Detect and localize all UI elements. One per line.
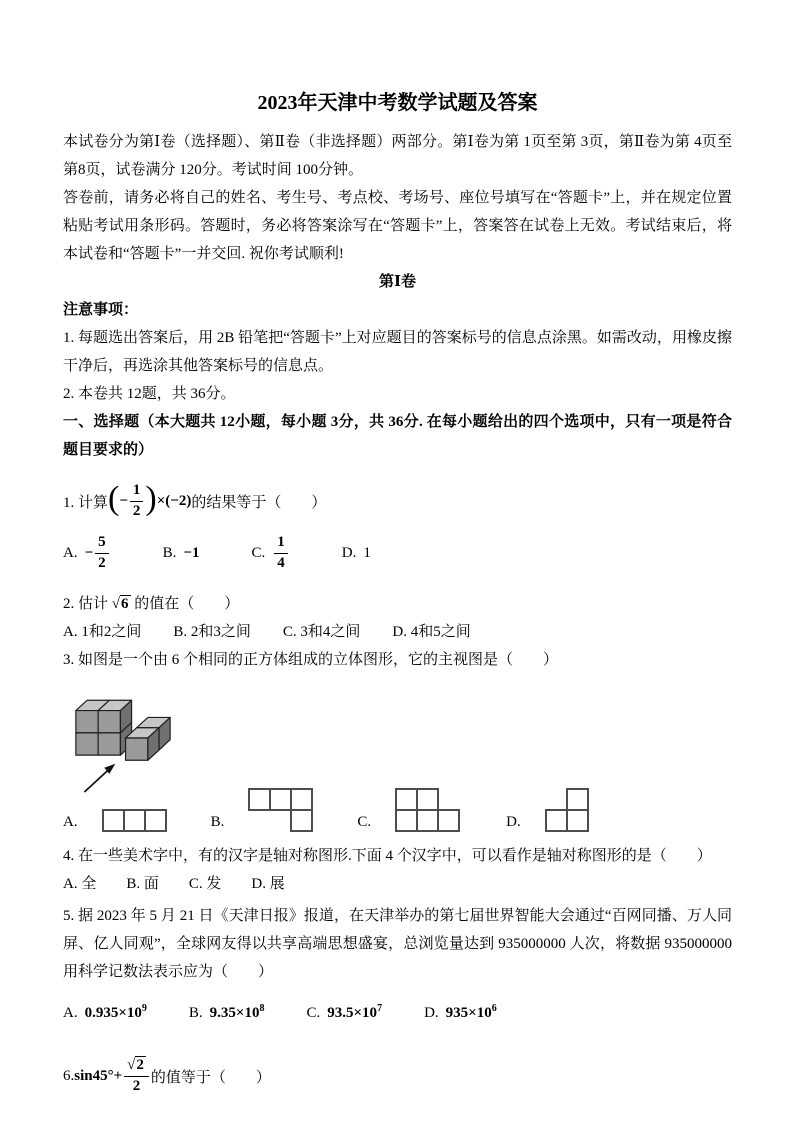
cell <box>395 809 418 832</box>
cell <box>437 809 460 832</box>
question-2 <box>63 590 732 618</box>
minus-sign: − <box>119 492 128 509</box>
fraction-one-quarter <box>274 535 288 572</box>
option-c: C. 3和4之间 <box>282 624 361 640</box>
note-1: 1. 每题选出答案后，用 2B 铅笔把“答题卡”上对应题目的答案标号的信息点涂黑。如需改动，用橡皮擦干净后，再选涂其他答案标号的信息点。 <box>63 330 732 374</box>
question-4-options <box>63 870 732 898</box>
fraction-numerator: 1 <box>277 533 285 550</box>
fraction-numerator <box>124 1058 149 1076</box>
exponent: 8 <box>259 1003 265 1014</box>
option-d-label: D. <box>341 545 357 561</box>
question-3: 3. 如图是一个由 6 个相同的正方体组成的立体图形，它的主视图是（ ） <box>63 652 559 668</box>
option-c <box>357 788 506 832</box>
radicand: 2 <box>136 1056 144 1073</box>
fraction-five-halves <box>95 535 109 572</box>
option-a-label: A. <box>63 814 78 830</box>
radical-sign: √ <box>111 596 120 612</box>
fraction-one-half <box>130 483 144 520</box>
question-5: 5. 据 2023 年 5 月 21 日《天津日报》报道，在天津举办的第七届世界智能大会通过“百网同播、万人同屏、亿人同观”，全球网友得以共享高端思想盛宴，总浏览量达到 935000000 人次，将数据 935000000 用科学记数法表示应为（ ） <box>63 908 732 980</box>
option-d: D. 展 <box>251 876 285 892</box>
fraction-sqrt2-over-2 <box>124 1058 149 1095</box>
option-a <box>63 999 147 1027</box>
cell <box>416 788 439 811</box>
part1-heading: 第Ⅰ卷 <box>378 274 417 290</box>
question-1 <box>63 476 732 526</box>
cell <box>566 788 589 811</box>
question-6-suffix: 的值等于（ ） <box>150 1069 271 1086</box>
shape-d-one-top-right-two-bottom <box>545 788 589 832</box>
left-paren: ( <box>108 480 120 517</box>
option-b <box>163 539 200 567</box>
option-b-value: −1 <box>183 545 200 561</box>
option-c: C. 发 <box>188 876 222 892</box>
option-a: A. 全 <box>63 876 97 892</box>
option-a-value: $0.935\times 10^9$ <box>84 1003 147 1021</box>
option-d-label: D. <box>424 1005 439 1021</box>
times-term: ×(−2) <box>156 492 192 509</box>
option-d-label: D. <box>506 814 521 830</box>
sqrt-6 <box>112 595 131 612</box>
option-b-label: B. <box>210 814 225 830</box>
radical-sign: √ <box>127 1056 136 1073</box>
radicand: 6 <box>121 596 129 612</box>
option-d-value: $935\times 10^6$ <box>445 1003 497 1021</box>
question-1-suffix: 的结果等于（ ） <box>191 494 327 511</box>
page-title: 2023年天津中考数学试题及答案 <box>257 92 538 114</box>
shape-b-three-top-one-bottom-right <box>248 788 313 832</box>
cell <box>102 809 125 832</box>
section-choice-heading: 一、选择题（本大题共 12小题，每小题 3分，共 36分. 在每小题给出的四个选项中，只有一项是符合题目要求的） <box>63 414 732 458</box>
question-1-prefix: 1. 计算 <box>63 494 109 511</box>
option-b-value: $9.35\times 10^8$ <box>209 1003 265 1021</box>
option-b <box>211 788 358 832</box>
option-b-label: B. <box>162 545 177 561</box>
option-b: B. 面 <box>126 876 159 892</box>
cube-stack-figure <box>67 678 185 798</box>
fraction-denominator: 2 <box>130 501 144 520</box>
option-d <box>424 999 497 1027</box>
fraction-numerator: 1 <box>132 481 141 498</box>
fraction-denominator: 2 <box>124 1076 149 1095</box>
option-b-label: B. <box>188 1005 203 1021</box>
fraction-denominator: 2 <box>95 553 109 572</box>
question-2-prefix: 2. 估计 <box>63 596 109 612</box>
option-a <box>63 809 211 832</box>
option-d <box>342 539 371 567</box>
cell <box>123 809 146 832</box>
option-a: A. 1和2之间 <box>63 624 142 640</box>
cell <box>269 788 292 811</box>
exponent: 6 <box>491 1003 497 1014</box>
question-6 <box>63 1050 732 1102</box>
question-2-options <box>63 618 732 646</box>
shape-c-two-top-three-bottom <box>395 788 460 832</box>
cube-block <box>76 700 170 760</box>
option-b: B. 2和3之间 <box>173 624 251 640</box>
sqrt-2 <box>127 1056 146 1073</box>
shape-a-three-in-row <box>102 809 167 832</box>
option-c-label: C. <box>251 545 266 561</box>
question-2-suffix: 的值在（ ） <box>134 596 240 612</box>
question-5-options <box>63 996 732 1030</box>
question-1-options <box>63 530 732 576</box>
cell <box>290 809 313 832</box>
question-4: 4. 在一些美术字中，有的汉字是轴对称图形.下面 4 个汉字中，可以看作是轴对称图形的是（ ） <box>63 848 712 864</box>
option-c-value: $93.5\times 10^7$ <box>327 1003 383 1021</box>
fraction-numerator: 5 <box>98 533 106 550</box>
sin-term: sin45°+ <box>74 1067 123 1084</box>
cell <box>144 809 167 832</box>
cell <box>395 788 418 811</box>
option-c <box>306 999 382 1027</box>
cell <box>416 809 439 832</box>
minus-sign: − <box>84 545 94 561</box>
option-c <box>251 535 289 572</box>
notes-heading: 注意事项： <box>63 302 139 318</box>
right-paren: ) <box>145 480 157 517</box>
option-a <box>63 535 111 572</box>
cell <box>566 809 589 832</box>
intro-paragraph-1: 本试卷分为第Ⅰ卷（选择题）、第Ⅱ卷（非选择题）两部分。第Ⅰ卷为第 1页至第 3页，第Ⅱ卷为第 4页至第8页，试卷满分 120分。考试时间 100分钟。 <box>63 134 732 178</box>
option-d: D. 4和5之间 <box>392 624 471 640</box>
option-b <box>189 999 265 1027</box>
option-a-label: A. <box>63 545 78 561</box>
option-d <box>506 788 589 832</box>
cell <box>248 788 271 811</box>
question-6-prefix: 6. <box>63 1067 75 1084</box>
cell <box>545 809 568 832</box>
fraction-denominator: 4 <box>274 553 288 572</box>
option-c-label: C. <box>306 1005 321 1021</box>
note-2: 2. 本卷共 12题，共 36分。 <box>63 386 236 402</box>
exponent: 9 <box>141 1003 147 1014</box>
view-direction-arrow <box>84 765 114 792</box>
intro-paragraph-2: 答卷前，请务必将自己的姓名、考生号、考点校、考场号、座位号填写在“答题卡”上，并在规定位置粘贴考试用条形码。答题时，务必将答案涂写在“答题卡”上，答案答在试卷上无效。考试结束后，将本试卷和“答题卡”一并交回. 祝你考试顺利! <box>63 190 732 262</box>
option-d-value: 1 <box>363 545 371 561</box>
cell <box>290 788 313 811</box>
option-c-label: C. <box>357 814 372 830</box>
exponent: 7 <box>377 1003 383 1014</box>
question-3-figure <box>67 678 732 786</box>
option-a-label: A. <box>63 1005 78 1021</box>
